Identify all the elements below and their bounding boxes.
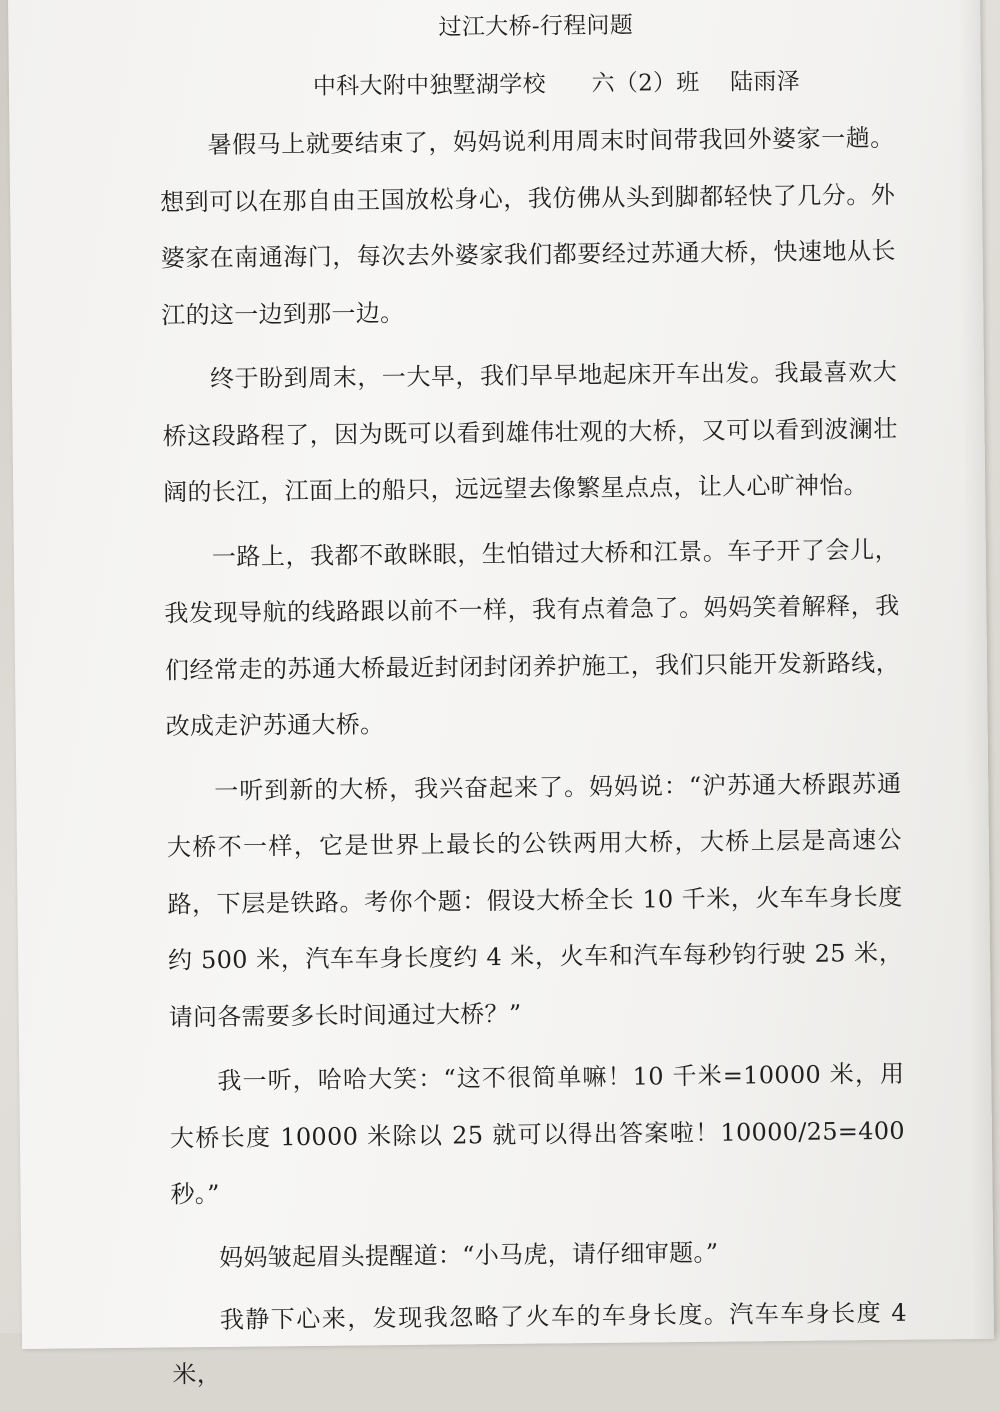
paper-sheet [8,0,994,1388]
paragraph-2: 终于盼到周末，一大早，我们早早地起床开车出发。我最喜欢大桥这段路程了，因为既可以看到雄伟壮观的大桥，又可以看到波澜壮阔的长江，江面上的船只，远远望去像繁星点点，让人心旷神怡。 [162,357,898,507]
author-byline: 中科大附中独墅湖学校 六（2）班 陆雨泽 [312,68,801,100]
paragraph-5: 我一听，哈哈大笑：“这不很简单嘛！10 千米=10000 米，用大桥长度 10000 米除以 25 就可以得出答案啦！10000/25=400 秒。” [169,1059,906,1209]
paper-edge-shadow [958,0,994,1339]
paragraph-3: 一路上，我都不敢眯眼，生怕错过大桥和江景。车子开了会儿，我发现导航的线路跟以前不一样，我有点着急了。妈妈笑着解释，我们经常走的苏通大桥最近封闭封闭养护施工，我们只能开发新路线，改成走沪苏通大桥。 [164,535,901,741]
paragraph-7: 我静下心来，发现我忽略了火车的车身长度。汽车车身长度 4 米， [172,1298,907,1388]
document-title: 过江大桥-行程问题 [438,12,634,41]
paragraph-6: 妈妈皱起眉头提醒道：“小马虎，请仔细审题。” [219,1238,719,1272]
document-body [158,4,908,1409]
paragraph-4: 一听到新的大桥，我兴奋起来了。妈妈说：“沪苏通大桥跟苏通大桥不一样，它是世界上最长的公铁两用大桥，大桥上层是高速公路，下层是铁路。考你个题：假设大桥全长 10 千米，火车车身长度约 500 米，汽车车身长度约 4 米，火车和汽车每秒钧行驶 25 米，请问各需要多长时间通过大桥？” [166,769,904,1031]
paragraph-1: 暑假马上就要结束了，妈妈说利用周末时间带我回外婆家一趟。想到可以在那自由王国放松身心，我仿佛从头到脚都轻快了几分。外婆家在南通海门，每次去外婆家我们都要经过苏通大桥，快速地从长江的这一边到那一边。 [160,123,896,330]
